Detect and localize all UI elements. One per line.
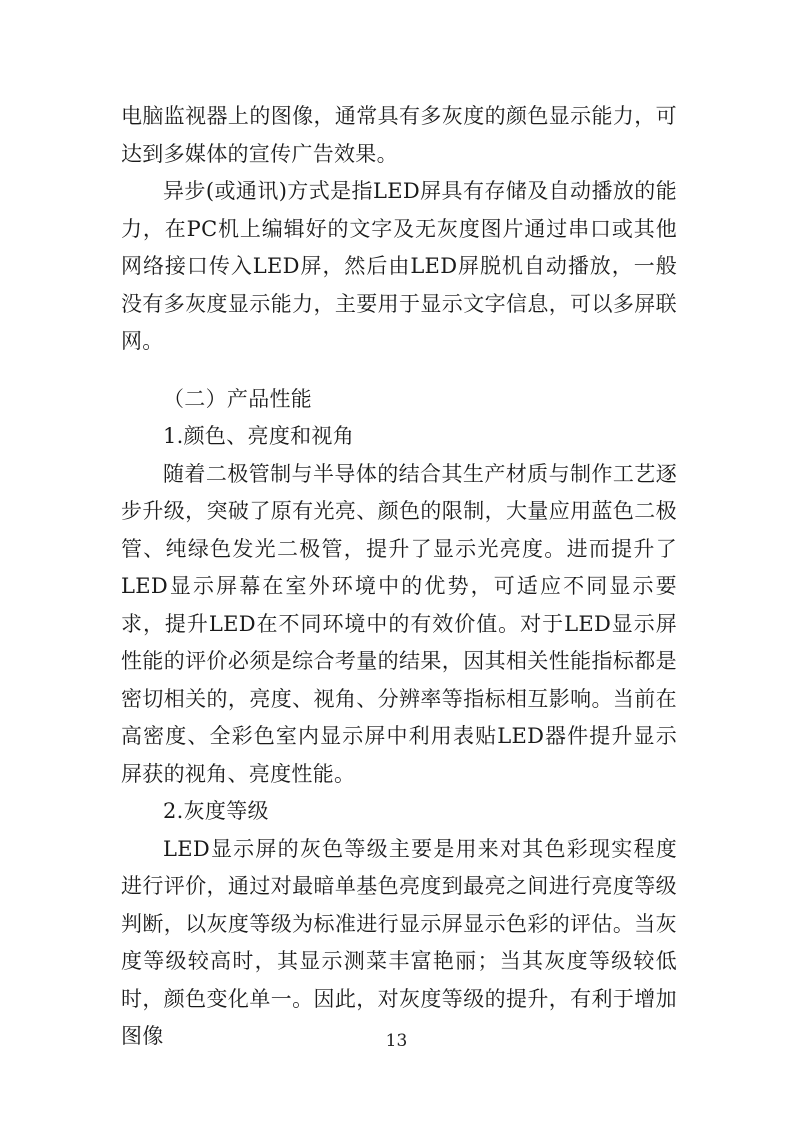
paragraph-grayscale: LED显示屏的灰色等级主要是用来对其色彩现实程度进行评价，通过对最暗单基色亮度到最亮之间进行亮度等级判断，以灰度等级为标准进行显示屏显示色彩的评估。当灰度等级较高时，其显示测菜丰富艳丽；当其灰度等级较低时，颜色变化单一。因此，对灰度等级的提升，有利于增加图像 <box>121 836 677 1048</box>
subsection-title-grayscale: 2.灰度等级 <box>163 799 269 823</box>
page-number: 13 <box>385 1031 408 1051</box>
section-title: （二）产品性能 <box>163 386 313 411</box>
paragraph-color-brightness: 随着二极管制与半导体的结合其生产材质与制作工艺逐步升级，突破了原有光亮、颜色的限制，大量应用蓝色二极管、纯绿色发光二极管，提升了显示光亮度。进而提升了LED显示屏幕在室外环境中的优势，可适应不同显示要求，提升LED在不同环境中的有效价值。对于LED显示屏性能的评价必须是综合考量的结果，因其相关性能指标都是密切相关的，亮度、视角、分辨率等指标相互影响。当前在高密度、全彩色室内显示屏中利用表贴LED器件提升显示屏获的视角、亮度性能。 <box>121 461 677 786</box>
subsection-title-color-brightness: 1.颜色、亮度和视角 <box>163 424 355 448</box>
paragraph-continuation: 电脑监视器上的图像，通常具有多灰度的颜色显示能力，可达到多媒体的宣传广告效果。 <box>121 104 677 166</box>
page-body <box>121 98 677 1056</box>
paragraph-async-mode: 异步(或通讯)方式是指LED屏具有存储及自动播放的能力，在PC机上编辑好的文字及无灰度图片通过串口或其他网络接口传入LED屏，然后由LED屏脱机自动播放，一般没有多灰度显示能力，主要用于显示文字信息，可以多屏联网。 <box>121 179 677 353</box>
